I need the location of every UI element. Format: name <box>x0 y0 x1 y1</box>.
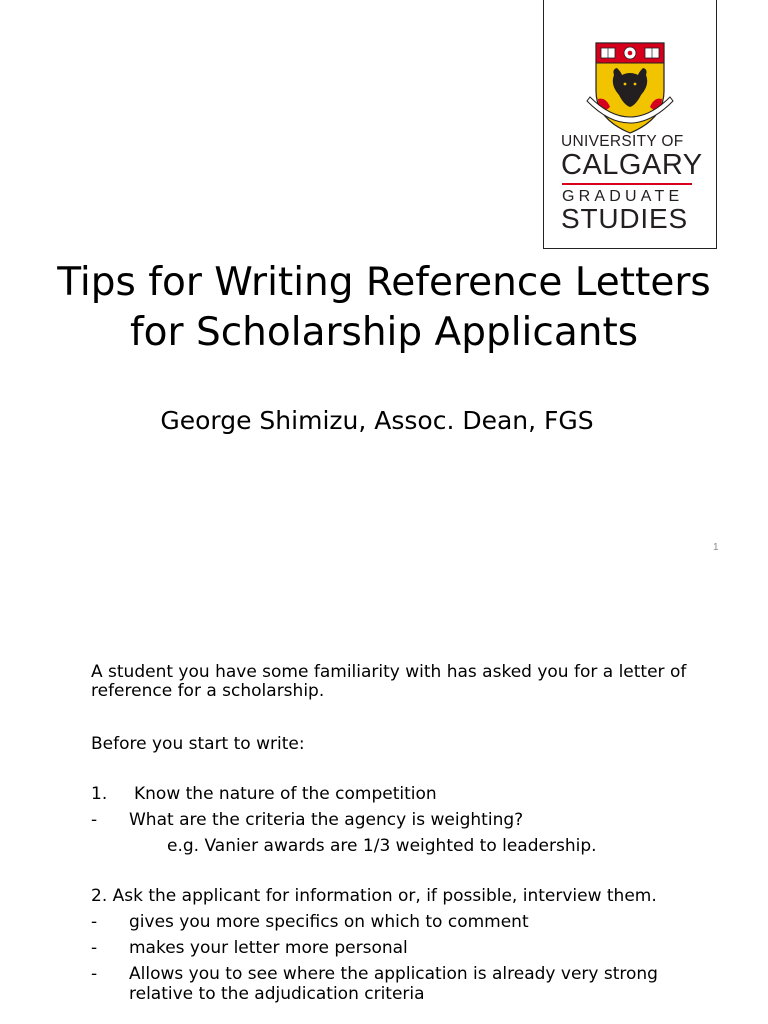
slide-title-line2: for Scholarship Applicants <box>129 310 639 355</box>
item1-bullet: What are the criteria the agency is weighting? <box>129 810 524 830</box>
intro-line2: reference for a scholarship. <box>91 681 325 701</box>
item2-text: 2. Ask the applicant for information or, if possible, interview them. <box>91 886 657 906</box>
slide-subtitle: George Shimizu, Assoc. Dean, FGS <box>160 406 594 435</box>
logo-calgary: CALGARY <box>561 149 703 181</box>
item1-text: Know the nature of the competition <box>134 784 437 804</box>
item1-example: e.g. Vanier awards are 1/3 weighted to leadership. <box>167 836 597 856</box>
university-logo <box>543 0 717 249</box>
content-slide <box>0 560 768 1024</box>
item2-bullet: makes your letter more personal <box>129 938 408 958</box>
crest-icon <box>584 39 676 139</box>
logo-divider <box>562 183 692 185</box>
dash-bullet: - <box>91 912 98 932</box>
slide-title-line1: Tips for Writing Reference Letters <box>57 260 711 305</box>
logo-graduate: GRADUATE <box>562 188 684 205</box>
slide-number: 1 <box>713 542 719 553</box>
logo-university-of: UNIVERSITY OF <box>561 133 684 150</box>
dash-bullet: - <box>91 938 98 958</box>
logo-studies: STUDIES <box>561 203 688 234</box>
item2-bullet-continuation: relative to the adjudication criteria <box>129 984 425 1004</box>
item2-bullet: Allows you to see where the application is already very strong <box>129 964 658 984</box>
item2-bullet: gives you more specifics on which to comment <box>129 912 529 932</box>
intro-line1: A student you have some familiarity with has asked you for a letter of <box>91 662 687 682</box>
item1-number: 1. <box>91 784 108 804</box>
slide-title <box>0 258 768 358</box>
dash-bullet: - <box>91 964 98 984</box>
dash-bullet: - <box>91 810 98 830</box>
before-heading: Before you start to write: <box>91 734 305 754</box>
